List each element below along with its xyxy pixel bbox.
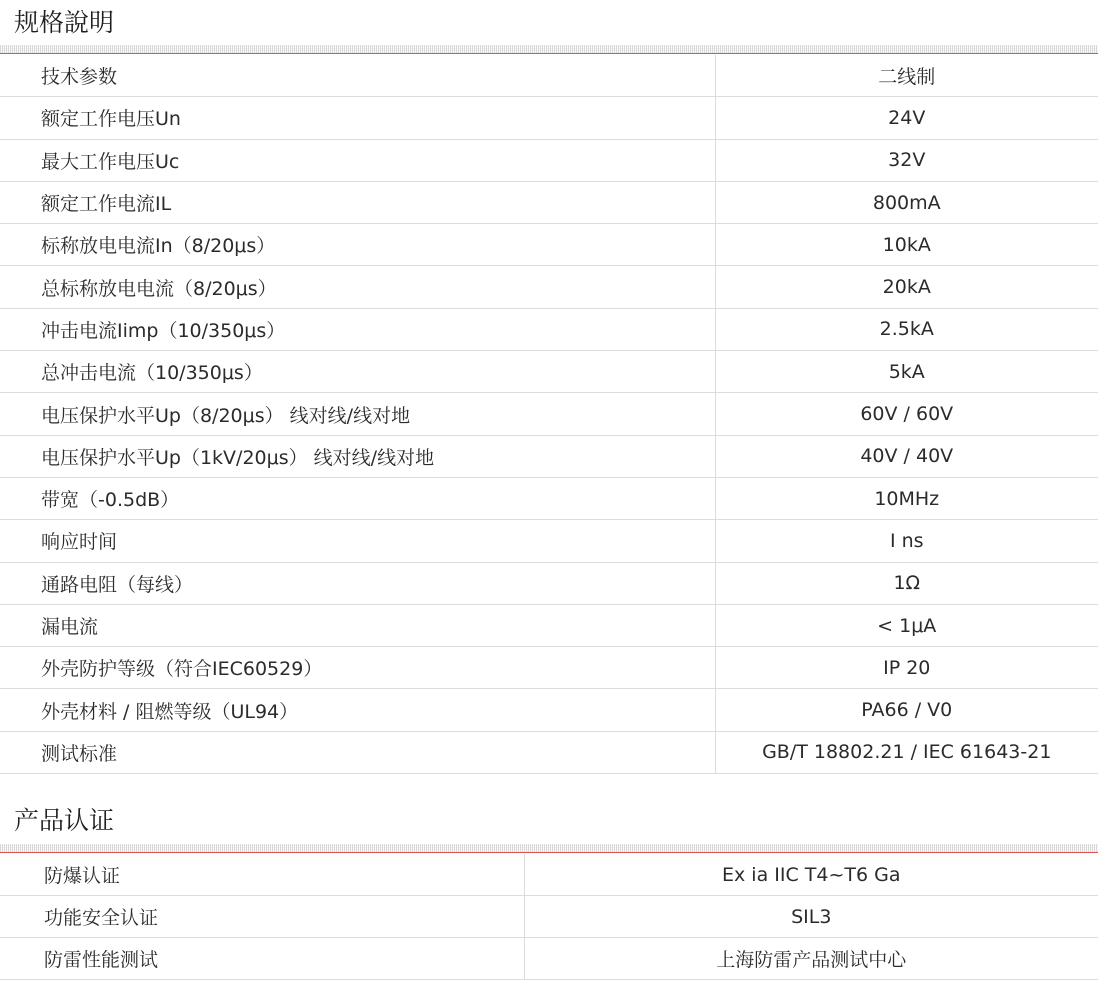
param-name: 漏电流 — [0, 604, 715, 646]
table-row — [0, 562, 1098, 604]
param-value: 二线制 — [715, 55, 1098, 97]
param-value: 800mA — [715, 181, 1098, 223]
param-name: 技术参数 — [0, 55, 715, 97]
cert-name: 功能安全认证 — [0, 896, 524, 938]
table-row — [0, 435, 1098, 477]
param-name: 总冲击电流（10/350μs） — [0, 351, 715, 393]
table-row — [0, 181, 1098, 223]
certification-table — [0, 854, 1098, 980]
param-value: 32V — [715, 139, 1098, 181]
table-row — [0, 139, 1098, 181]
certification-section-divider — [0, 844, 1098, 853]
certification-section-title: 产品认证 — [14, 806, 115, 835]
table-row — [0, 55, 1098, 97]
param-value: IP 20 — [715, 647, 1098, 689]
specs-section-divider — [0, 45, 1098, 54]
table-row — [0, 896, 1098, 938]
table-row — [0, 477, 1098, 519]
param-value: GB/T 18802.21 / IEC 61643-21 — [715, 731, 1098, 773]
table-row — [0, 393, 1098, 435]
table-row — [0, 647, 1098, 689]
table-row — [0, 731, 1098, 773]
specs-section-title: 规格說明 — [14, 8, 115, 37]
param-name: 最大工作电压Uc — [0, 139, 715, 181]
param-value: 24V — [715, 97, 1098, 139]
param-name: 冲击电流Iimp（10/350μs） — [0, 308, 715, 350]
table-row — [0, 224, 1098, 266]
param-value: 10kA — [715, 224, 1098, 266]
table-row — [0, 351, 1098, 393]
param-name: 外壳防护等级（符合IEC60529） — [0, 647, 715, 689]
table-row — [0, 520, 1098, 562]
param-name: 通路电阻（每线） — [0, 562, 715, 604]
table-row — [0, 854, 1098, 896]
param-name: 额定工作电流IL — [0, 181, 715, 223]
param-value: 20kA — [715, 266, 1098, 308]
param-value: 2.5kA — [715, 308, 1098, 350]
param-value: 10MHz — [715, 477, 1098, 519]
table-row — [0, 266, 1098, 308]
param-value: 40V / 40V — [715, 435, 1098, 477]
table-row — [0, 97, 1098, 139]
table-row — [0, 689, 1098, 731]
param-name: 总标称放电电流（8/20μs） — [0, 266, 715, 308]
param-value: 1Ω — [715, 562, 1098, 604]
param-value: < 1μA — [715, 604, 1098, 646]
param-name: 额定工作电压Un — [0, 97, 715, 139]
param-value: 5kA — [715, 351, 1098, 393]
table-row — [0, 308, 1098, 350]
param-name: 电压保护水平Up（1kV/20μs） 线对线/线对地 — [0, 435, 715, 477]
cert-value: 上海防雷产品测试中心 — [524, 938, 1098, 980]
param-name: 标称放电电流In（8/20μs） — [0, 224, 715, 266]
param-name: 测试标准 — [0, 731, 715, 773]
param-name: 电压保护水平Up（8/20μs） 线对线/线对地 — [0, 393, 715, 435]
param-value: 60V / 60V — [715, 393, 1098, 435]
param-name: 外壳材料 / 阻燃等级（UL94） — [0, 689, 715, 731]
param-name: 响应时间 — [0, 520, 715, 562]
table-row — [0, 604, 1098, 646]
param-name: 带宽（-0.5dB） — [0, 477, 715, 519]
table-row — [0, 938, 1098, 980]
cert-value: SIL3 — [524, 896, 1098, 938]
cert-name: 防雷性能测试 — [0, 938, 524, 980]
cert-value: Ex ia IIC T4~T6 Ga — [524, 854, 1098, 896]
cert-name: 防爆认证 — [0, 854, 524, 896]
param-value: I ns — [715, 520, 1098, 562]
specs-table — [0, 55, 1098, 774]
param-value: PA66 / V0 — [715, 689, 1098, 731]
